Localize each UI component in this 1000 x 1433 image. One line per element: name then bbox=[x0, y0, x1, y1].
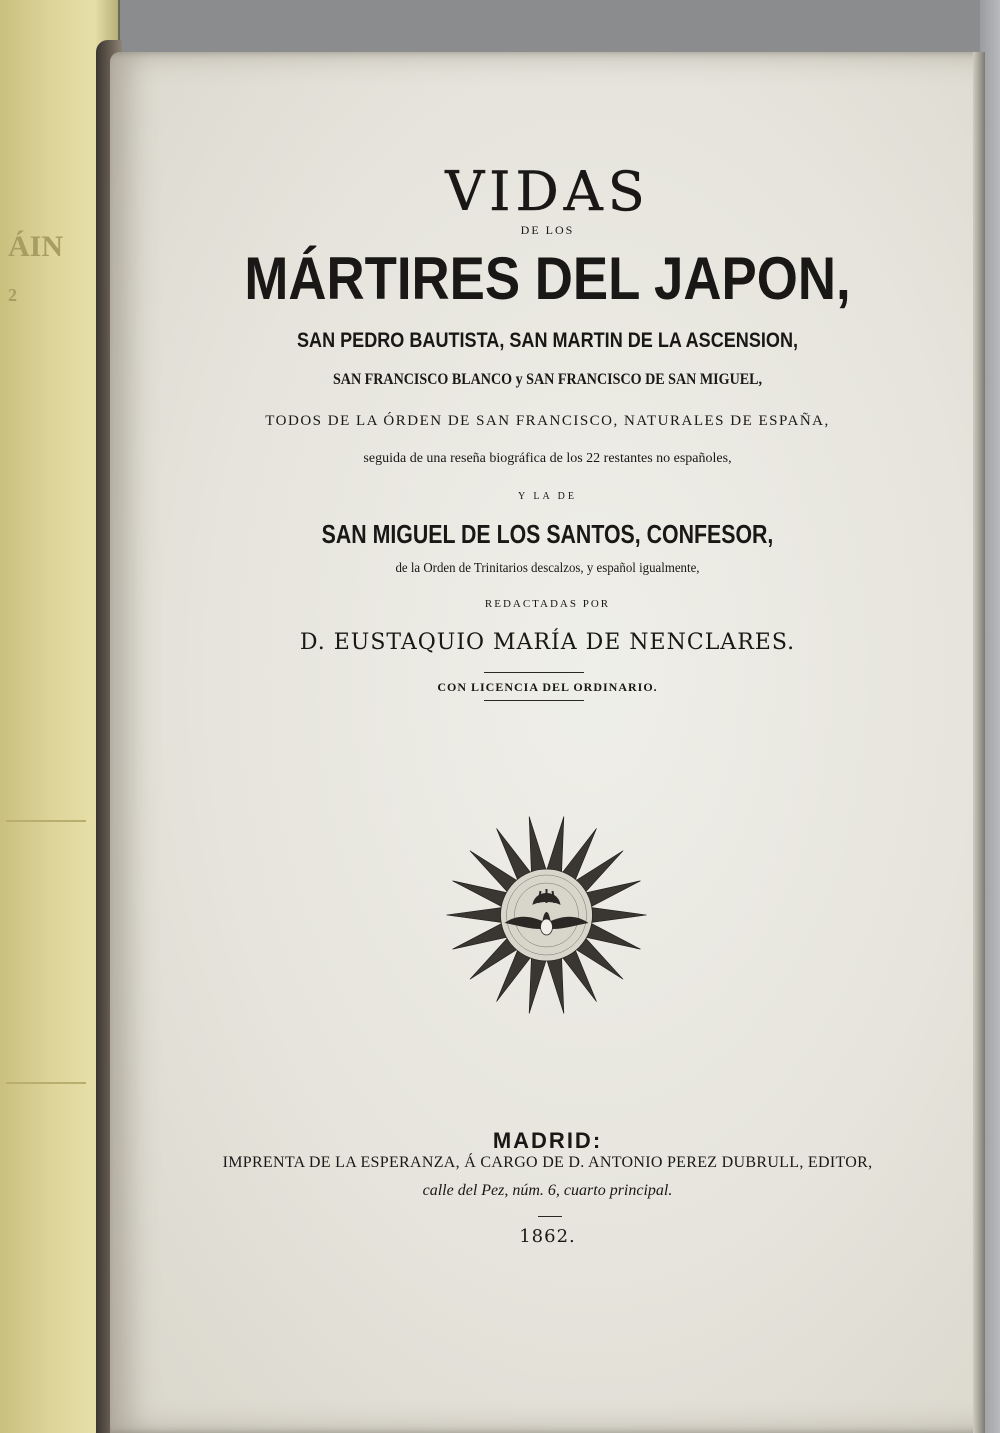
year-rule bbox=[538, 1216, 562, 1217]
subtitle-martyrs-2: SAN FRANCISCO BLANCO y SAN FRANCISCO DE SAN MIGUEL, bbox=[332, 371, 763, 388]
subtitle-biographical-note: seguida de una reseña biográfica de los 22 restantes no españoles, bbox=[363, 451, 732, 466]
order-line: de la Orden de Trinitarios descalzos, y español igualmente, bbox=[395, 561, 700, 576]
imprint-printer: IMPRENTA DE LA ESPERANZA, Á CARGO DE D. ANTONIO PEREZ DUBRULL, EDITOR, bbox=[222, 1154, 873, 1171]
emblem-ray bbox=[447, 907, 504, 922]
facing-page-bleed-text: ÁIN bbox=[8, 230, 64, 263]
author-name: D. EUSTAQUIO MARÍA DE NENCLARES. bbox=[299, 630, 796, 655]
emblem-ray bbox=[453, 881, 509, 908]
emblem-ray bbox=[547, 817, 564, 874]
redactadas-por: REDACTADAS POR bbox=[484, 598, 611, 610]
emblem-ray bbox=[529, 817, 546, 874]
emblem-ray bbox=[590, 907, 647, 922]
license-note: CON LICENCIA DEL ORDINARIO. bbox=[437, 680, 658, 694]
emblem-ray bbox=[529, 956, 546, 1013]
y-la-de: Y LA DE bbox=[518, 491, 577, 502]
imprint-address: calle del Pez, núm. 6, cuarto principal. bbox=[422, 1182, 673, 1199]
emblem-ray bbox=[585, 881, 641, 908]
emblem-ray bbox=[453, 923, 509, 950]
title-vidas: VIDAS bbox=[445, 160, 650, 223]
rule-top bbox=[484, 672, 584, 673]
rule-bottom bbox=[484, 700, 584, 701]
title-de-los: DE LOS bbox=[520, 223, 575, 237]
facing-page-bleed-text: 2 bbox=[8, 285, 17, 305]
emblem-ray bbox=[585, 923, 641, 950]
second-title: SAN MIGUEL DE LOS SANTOS, CONFESOR, bbox=[321, 519, 774, 549]
imprint-city: MADRID: bbox=[492, 1128, 603, 1153]
publication-year: 1862. bbox=[519, 1226, 576, 1247]
subtitle-order: TODOS DE LA ÓRDEN DE SAN FRANCISCO, NATURALES DE ESPAÑA, bbox=[265, 413, 830, 429]
emblem-ray bbox=[547, 956, 564, 1013]
faded-stamp bbox=[300, 690, 420, 712]
subtitle-martyrs-1: SAN PEDRO BAUTISTA, SAN MARTIN DE LA ASCENSION, bbox=[296, 329, 799, 352]
facing-page-ornament-frame bbox=[6, 820, 86, 1084]
main-title: MÁRTIRES DEL JAPON, bbox=[244, 245, 851, 312]
radiant-dove-emblem-icon bbox=[444, 810, 649, 1020]
